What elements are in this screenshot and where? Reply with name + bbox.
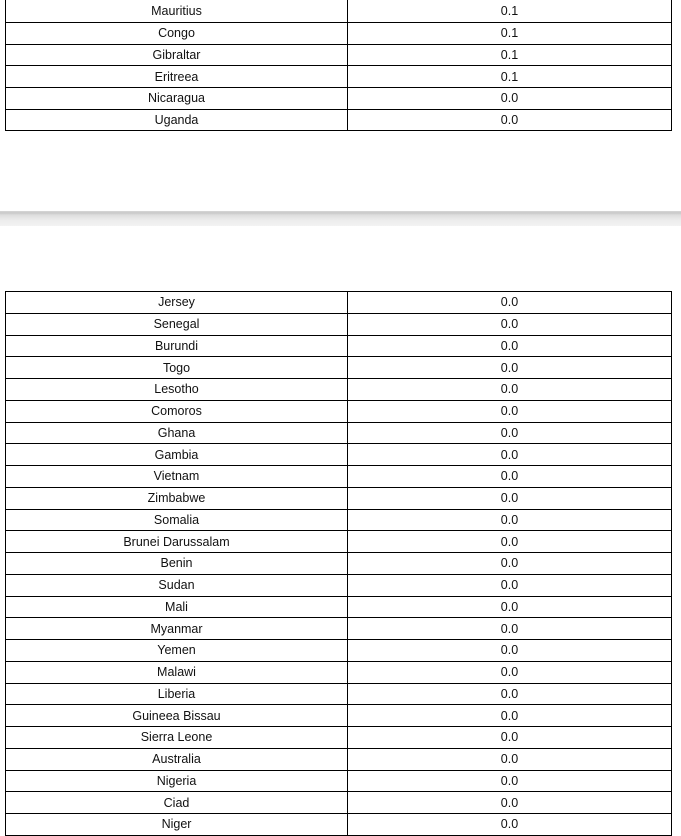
value-cell: 0.0 [348, 770, 672, 792]
table-row [6, 109, 672, 131]
country-cell: Mauritius [6, 0, 348, 23]
table-row [6, 0, 672, 23]
value-cell: 0.0 [348, 531, 672, 553]
country-cell: Ciad [6, 792, 348, 814]
table-row [6, 640, 672, 662]
country-cell: Guineea Bissau [6, 705, 348, 727]
table-row [6, 400, 672, 422]
country-cell: Somalia [6, 509, 348, 531]
country-cell: Niger [6, 814, 348, 836]
country-cell: Sudan [6, 574, 348, 596]
table-row [6, 574, 672, 596]
value-cell: 0.0 [348, 553, 672, 575]
country-cell: Nigeria [6, 770, 348, 792]
country-cell: Brunei Darussalam [6, 531, 348, 553]
value-cell: 0.0 [348, 640, 672, 662]
country-cell: Malawi [6, 661, 348, 683]
value-cell: 0.0 [348, 814, 672, 836]
table-row [6, 379, 672, 401]
table-row [6, 770, 672, 792]
country-cell: Ghana [6, 422, 348, 444]
value-cell: 0.0 [348, 748, 672, 770]
value-cell: 0.0 [348, 379, 672, 401]
country-cell: Uganda [6, 109, 348, 131]
table-row [6, 292, 672, 314]
table-bottom-body [6, 292, 672, 836]
country-cell: Nicaragua [6, 88, 348, 110]
country-cell: Yemen [6, 640, 348, 662]
table-row [6, 66, 672, 88]
value-cell: 0.0 [348, 727, 672, 749]
value-cell: 0.0 [348, 792, 672, 814]
value-cell: 0.0 [348, 574, 672, 596]
table-row [6, 792, 672, 814]
value-cell: 0.1 [348, 44, 672, 66]
country-value-table-top [5, 0, 672, 131]
country-cell: Liberia [6, 683, 348, 705]
country-cell: Australia [6, 748, 348, 770]
country-cell: Congo [6, 23, 348, 45]
table-row [6, 44, 672, 66]
value-cell: 0.0 [348, 292, 672, 314]
value-cell: 0.0 [348, 705, 672, 727]
country-cell: Burundi [6, 335, 348, 357]
country-cell: Gambia [6, 444, 348, 466]
table-row [6, 661, 672, 683]
table-row [6, 88, 672, 110]
value-cell: 0.0 [348, 444, 672, 466]
value-cell: 0.0 [348, 357, 672, 379]
value-cell: 0.0 [348, 313, 672, 335]
value-cell: 0.0 [348, 683, 672, 705]
value-cell: 0.1 [348, 0, 672, 23]
table-row [6, 727, 672, 749]
country-cell: Vietnam [6, 466, 348, 488]
table-row [6, 335, 672, 357]
table-top-body [6, 0, 672, 131]
value-cell: 0.1 [348, 23, 672, 45]
page-break-divider [0, 211, 681, 226]
country-cell: Myanmar [6, 618, 348, 640]
country-cell: Sierra Leone [6, 727, 348, 749]
value-cell: 0.0 [348, 422, 672, 444]
table-row [6, 487, 672, 509]
table-row [6, 618, 672, 640]
value-cell: 0.0 [348, 661, 672, 683]
value-cell: 0.0 [348, 109, 672, 131]
value-cell: 0.0 [348, 88, 672, 110]
country-cell: Zimbabwe [6, 487, 348, 509]
country-cell: Gibraltar [6, 44, 348, 66]
country-cell: Comoros [6, 400, 348, 422]
value-cell: 0.0 [348, 466, 672, 488]
table-row [6, 357, 672, 379]
table-row [6, 531, 672, 553]
table-row [6, 422, 672, 444]
country-value-table-bottom [5, 291, 672, 836]
value-cell: 0.1 [348, 66, 672, 88]
value-cell: 0.0 [348, 618, 672, 640]
table-row [6, 705, 672, 727]
value-cell: 0.0 [348, 509, 672, 531]
value-cell: 0.0 [348, 487, 672, 509]
table-row [6, 748, 672, 770]
country-cell: Eritreea [6, 66, 348, 88]
table-row [6, 313, 672, 335]
table-row [6, 509, 672, 531]
value-cell: 0.0 [348, 400, 672, 422]
country-cell: Mali [6, 596, 348, 618]
table-row [6, 596, 672, 618]
table-row [6, 683, 672, 705]
table-row [6, 23, 672, 45]
country-cell: Togo [6, 357, 348, 379]
country-cell: Benin [6, 553, 348, 575]
table-row [6, 814, 672, 836]
value-cell: 0.0 [348, 335, 672, 357]
country-cell: Lesotho [6, 379, 348, 401]
table-row [6, 553, 672, 575]
country-cell: Jersey [6, 292, 348, 314]
value-cell: 0.0 [348, 596, 672, 618]
country-cell: Senegal [6, 313, 348, 335]
table-row [6, 466, 672, 488]
table-row [6, 444, 672, 466]
